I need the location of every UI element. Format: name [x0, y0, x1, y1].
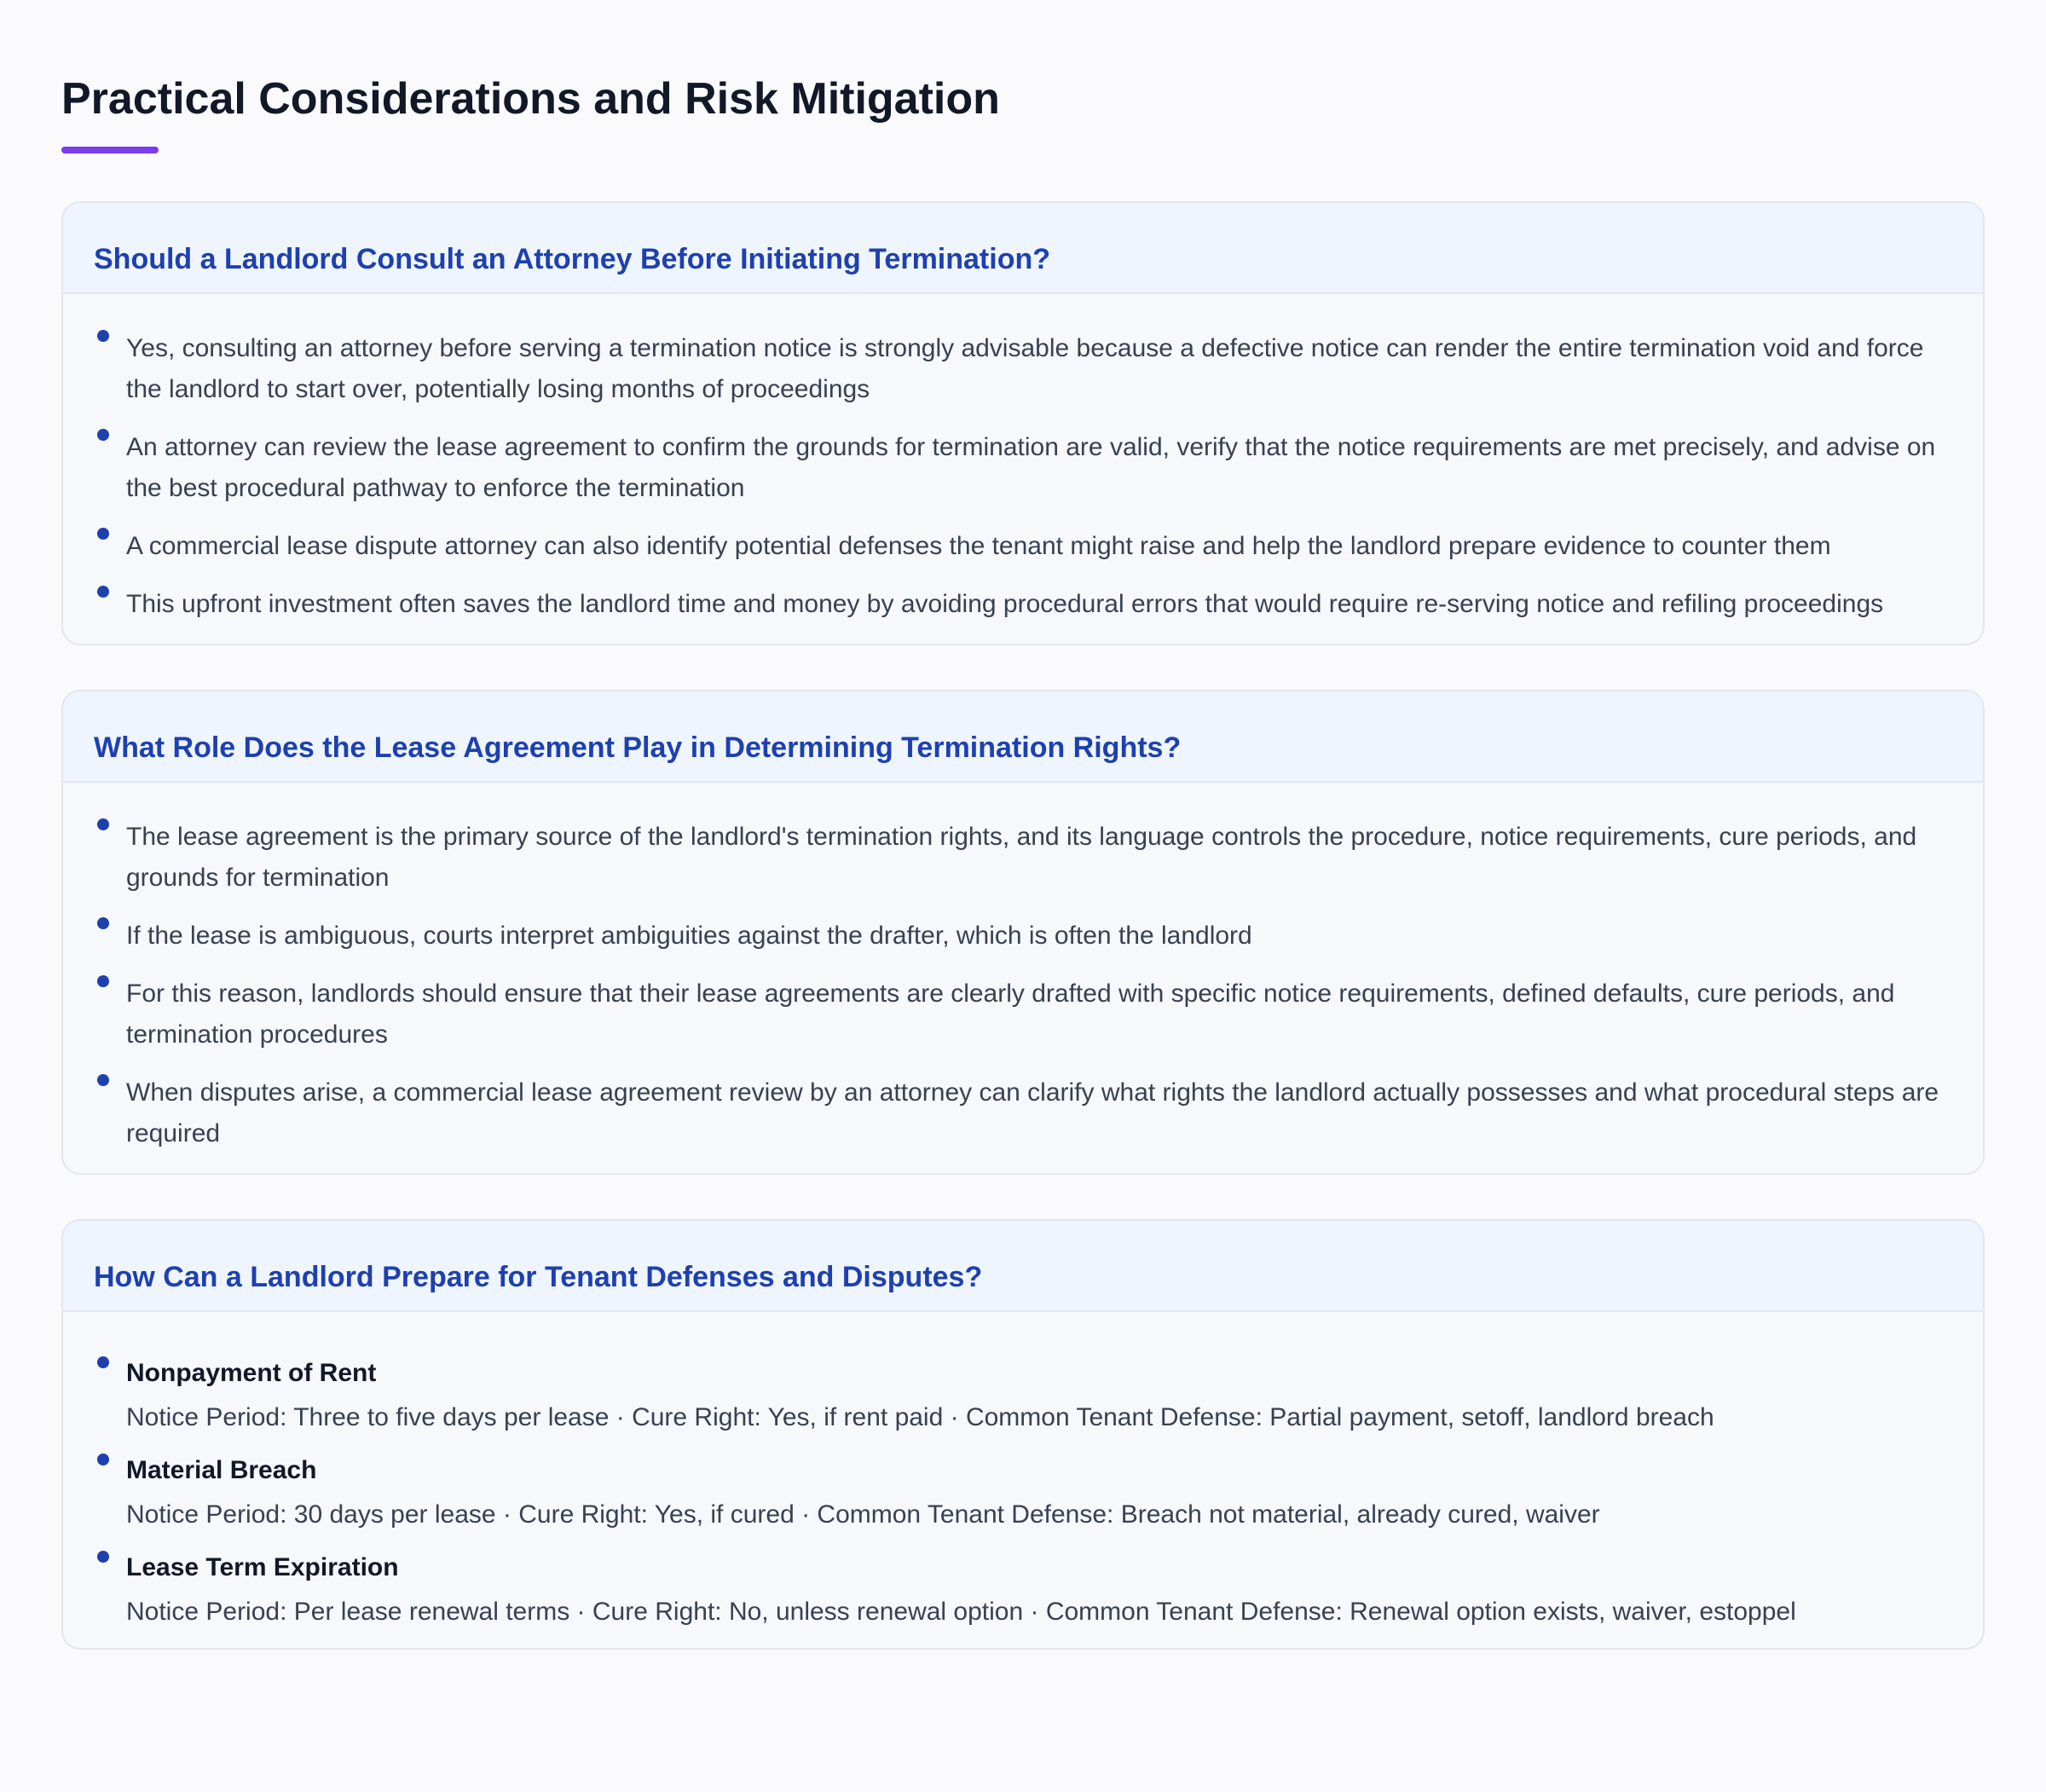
bullet-dot-icon — [97, 1454, 109, 1465]
bullet-dot-icon — [97, 528, 109, 540]
bullet-dot-icon — [97, 1551, 109, 1563]
bullet-text: Yes, consulting an attorney before serving a termination notice is strongly advisable because a defective notice can render the entire termination void and force the landlord to start over, potentially losing months of proceedings — [126, 334, 1924, 403]
bullet-text: An attorney can review the lease agreement to confirm the grounds for termination are valid, verify that the notice requirements are met precisely, and advise on the best procedural pathway to enforce the termination — [126, 433, 1936, 502]
card-title: Should a Landlord Consult an Attorney Before Initiating Termination? — [94, 243, 1050, 275]
bullet-dot-icon — [97, 1356, 109, 1368]
list-item — [94, 328, 1940, 410]
defense-item — [94, 1452, 1940, 1532]
bullet-dot-icon — [97, 917, 109, 929]
list-item — [94, 584, 1940, 625]
defense-item-name: Material Breach — [126, 1456, 317, 1484]
card-body — [63, 783, 1983, 1173]
card-header — [63, 1221, 1983, 1312]
list-item — [94, 817, 1940, 899]
card-title: How Can a Landlord Prepare for Tenant Defenses and Disputes? — [94, 1261, 983, 1293]
card-body — [63, 1312, 1983, 1648]
list-item — [94, 427, 1940, 509]
card-title: What Role Does the Lease Agreement Play in Determining Termination Rights? — [94, 731, 1182, 764]
defense-item — [94, 1549, 1940, 1629]
defense-item — [94, 1355, 1940, 1435]
bullet-dot-icon — [97, 975, 109, 987]
defense-item-name: Nonpayment of Rent — [126, 1359, 377, 1387]
bullet-dot-icon — [97, 818, 109, 830]
bullet-text: A commercial lease dispute attorney can also identify potential defenses the tenant might raise and help the landlord prepare evidence to counter them — [126, 532, 1831, 560]
list-item — [94, 916, 1940, 957]
faq-card-attorney-consultation — [61, 201, 1985, 645]
card-header — [63, 203, 1983, 294]
bullet-dot-icon — [97, 586, 109, 598]
bullet-text: When disputes arise, a commercial lease agreement review by an attorney can clarify what rights the landlord actually possesses and what procedural steps are required — [126, 1078, 1939, 1147]
bullet-dot-icon — [97, 330, 109, 342]
card-header — [63, 691, 1983, 783]
list-item — [94, 526, 1940, 567]
bullet-text: If the lease is ambiguous, courts interpret ambiguities against the drafter, which is often the landlord — [126, 922, 1252, 950]
bullet-text: For this reason, landlords should ensure that their lease agreements are clearly drafted with specific notice requirements, defined defaults, cure periods, and termination procedures — [126, 980, 1895, 1049]
bullet-text: This upfront investment often saves the landlord time and money by avoiding procedural errors that would require re-serving notice and refiling proceedings — [126, 590, 1884, 618]
bullet-list — [94, 328, 1940, 625]
bullet-dot-icon — [97, 1074, 109, 1086]
title-underline — [61, 147, 159, 153]
card-body — [63, 294, 1983, 644]
faq-card-tenant-defenses — [61, 1219, 1985, 1650]
defense-item-detail: Notice Period: 30 days per lease · Cure Right: Yes, if cured · Common Tenant Defense: Breach not material, already cured, waiver — [126, 1500, 1600, 1529]
defense-item-name: Lease Term Expiration — [126, 1553, 399, 1581]
list-item — [94, 974, 1940, 1055]
defense-list — [94, 1355, 1940, 1629]
bullet-list — [94, 817, 1940, 1154]
bullet-text: The lease agreement is the primary source of the landlord's termination rights, and its language controls the procedure, notice requirements, cure periods, and grounds for termination — [126, 823, 1917, 892]
defense-item-detail: Notice Period: Three to five days per lease · Cure Right: Yes, if rent paid · Common Tenant Defense: Partial payment, setoff, landlord breach — [126, 1403, 1714, 1431]
bullet-dot-icon — [97, 429, 109, 441]
list-item — [94, 1072, 1940, 1154]
page-title: Practical Considerations and Risk Mitigation — [61, 74, 1000, 124]
faq-card-lease-agreement-role — [61, 690, 1985, 1175]
defense-item-detail: Notice Period: Per lease renewal terms · Cure Right: No, unless renewal option · Common Tenant Defense: Renewal option exists, waiver, estoppel — [126, 1598, 1796, 1626]
